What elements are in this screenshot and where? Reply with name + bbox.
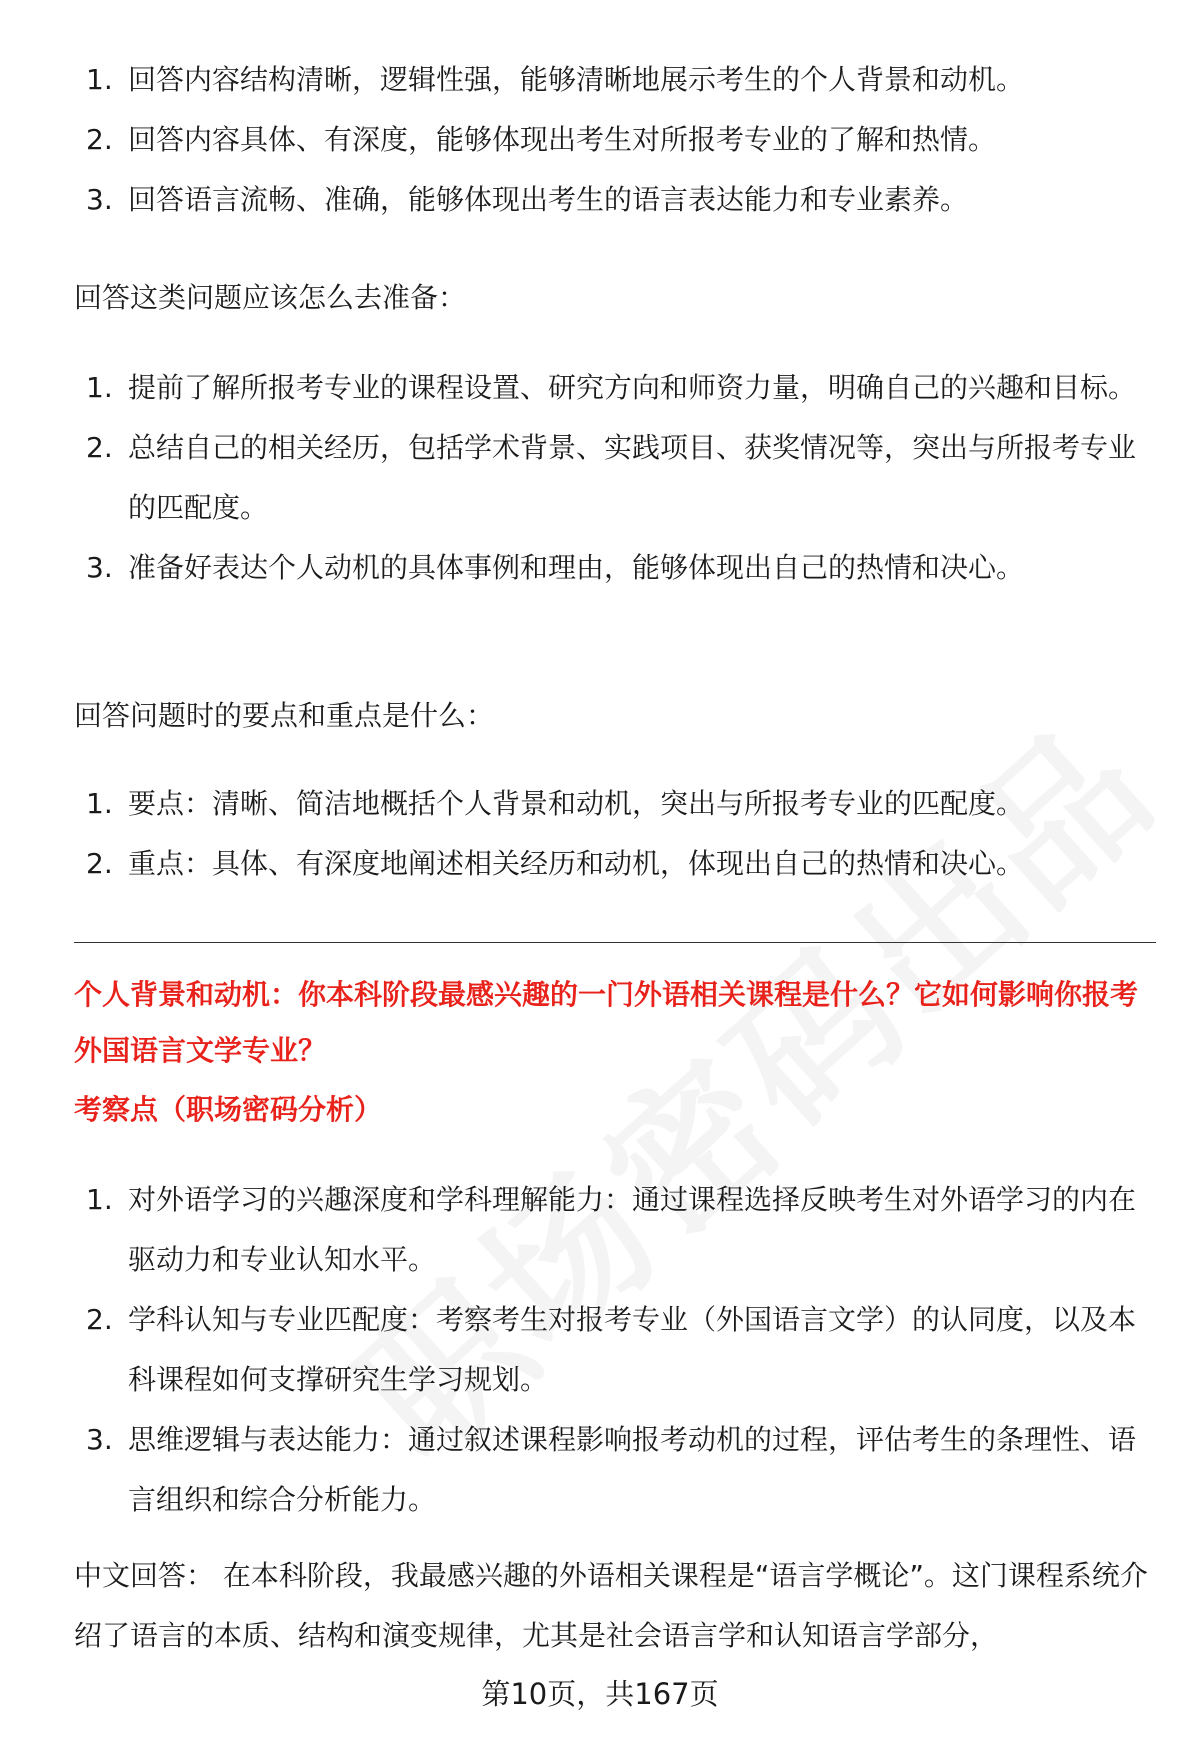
list-item: 3. 回答语言流畅、准确，能够体现出考生的语言表达能力和专业素养。: [86, 183, 969, 216]
list-item: 1. 对外语学习的兴趣深度和学科理解能力：通过课程选择反映考生对外语学习的内在驱动力和专业认知水平。: [86, 1183, 1137, 1276]
page-number: 第10页，共167页: [481, 1677, 719, 1711]
answer-paragraph: 中文回答： 在本科阶段，我最感兴趣的外语相关课程是“语言学概论”。这门课程系统介绍了语言的本质、结构和演变规律，尤其是社会语言学和认知语言学部分，: [74, 1559, 1148, 1652]
list-item: 1. 提前了解所报考专业的课程设置、研究方向和师资力量，明确自己的兴趣和目标。: [86, 371, 1137, 404]
preparation-list: [74, 358, 1154, 598]
list-item: 2. 学科认知与专业匹配度：考察考生对报考专业（外国语言文学）的认同度，以及本科课程如何支撑研究生学习规划。: [86, 1303, 1137, 1396]
list-item: 2. 总结自己的相关经历，包括学术背景、实践项目、获奖情况等，突出与所报考专业的匹配度。: [86, 431, 1137, 524]
list-item: 2. 回答内容具体、有深度，能够体现出考生对所报考专业的了解和热情。: [86, 123, 997, 156]
exam-points-list: [74, 1170, 1154, 1530]
quality-criteria-list: [74, 50, 1154, 230]
list-item: 3. 准备好表达个人动机的具体事例和理由，能够体现出自己的热情和决心。: [86, 551, 1025, 584]
list-item: 2. 重点：具体、有深度地阐述相关经历和动机，体现出自己的热情和决心。: [86, 847, 1025, 880]
question-title: 个人背景和动机：你本科阶段最感兴趣的一门外语相关课程是什么？它如何影响你报考外国语言文学专业？: [74, 978, 1139, 1067]
section-divider: [74, 942, 1156, 943]
list-item: 3. 思维逻辑与表达能力：通过叙述课程影响报考动机的过程，评估考生的条理性、语言组织和综合分析能力。: [86, 1423, 1137, 1516]
list-item: 1. 要点：清晰、简洁地概括个人背景和动机，突出与所报考专业的匹配度。: [86, 787, 1025, 820]
heading-points: 回答问题时的要点和重点是什么：: [74, 699, 495, 732]
key-points-list: [74, 774, 1154, 894]
heading-prepare: 回答这类问题应该怎么去准备：: [74, 281, 467, 314]
list-item: 1. 回答内容结构清晰，逻辑性强，能够清晰地展示考生的个人背景和动机。: [86, 63, 1025, 96]
exam-point-title: 考察点（职场密码分析）: [74, 1093, 383, 1126]
